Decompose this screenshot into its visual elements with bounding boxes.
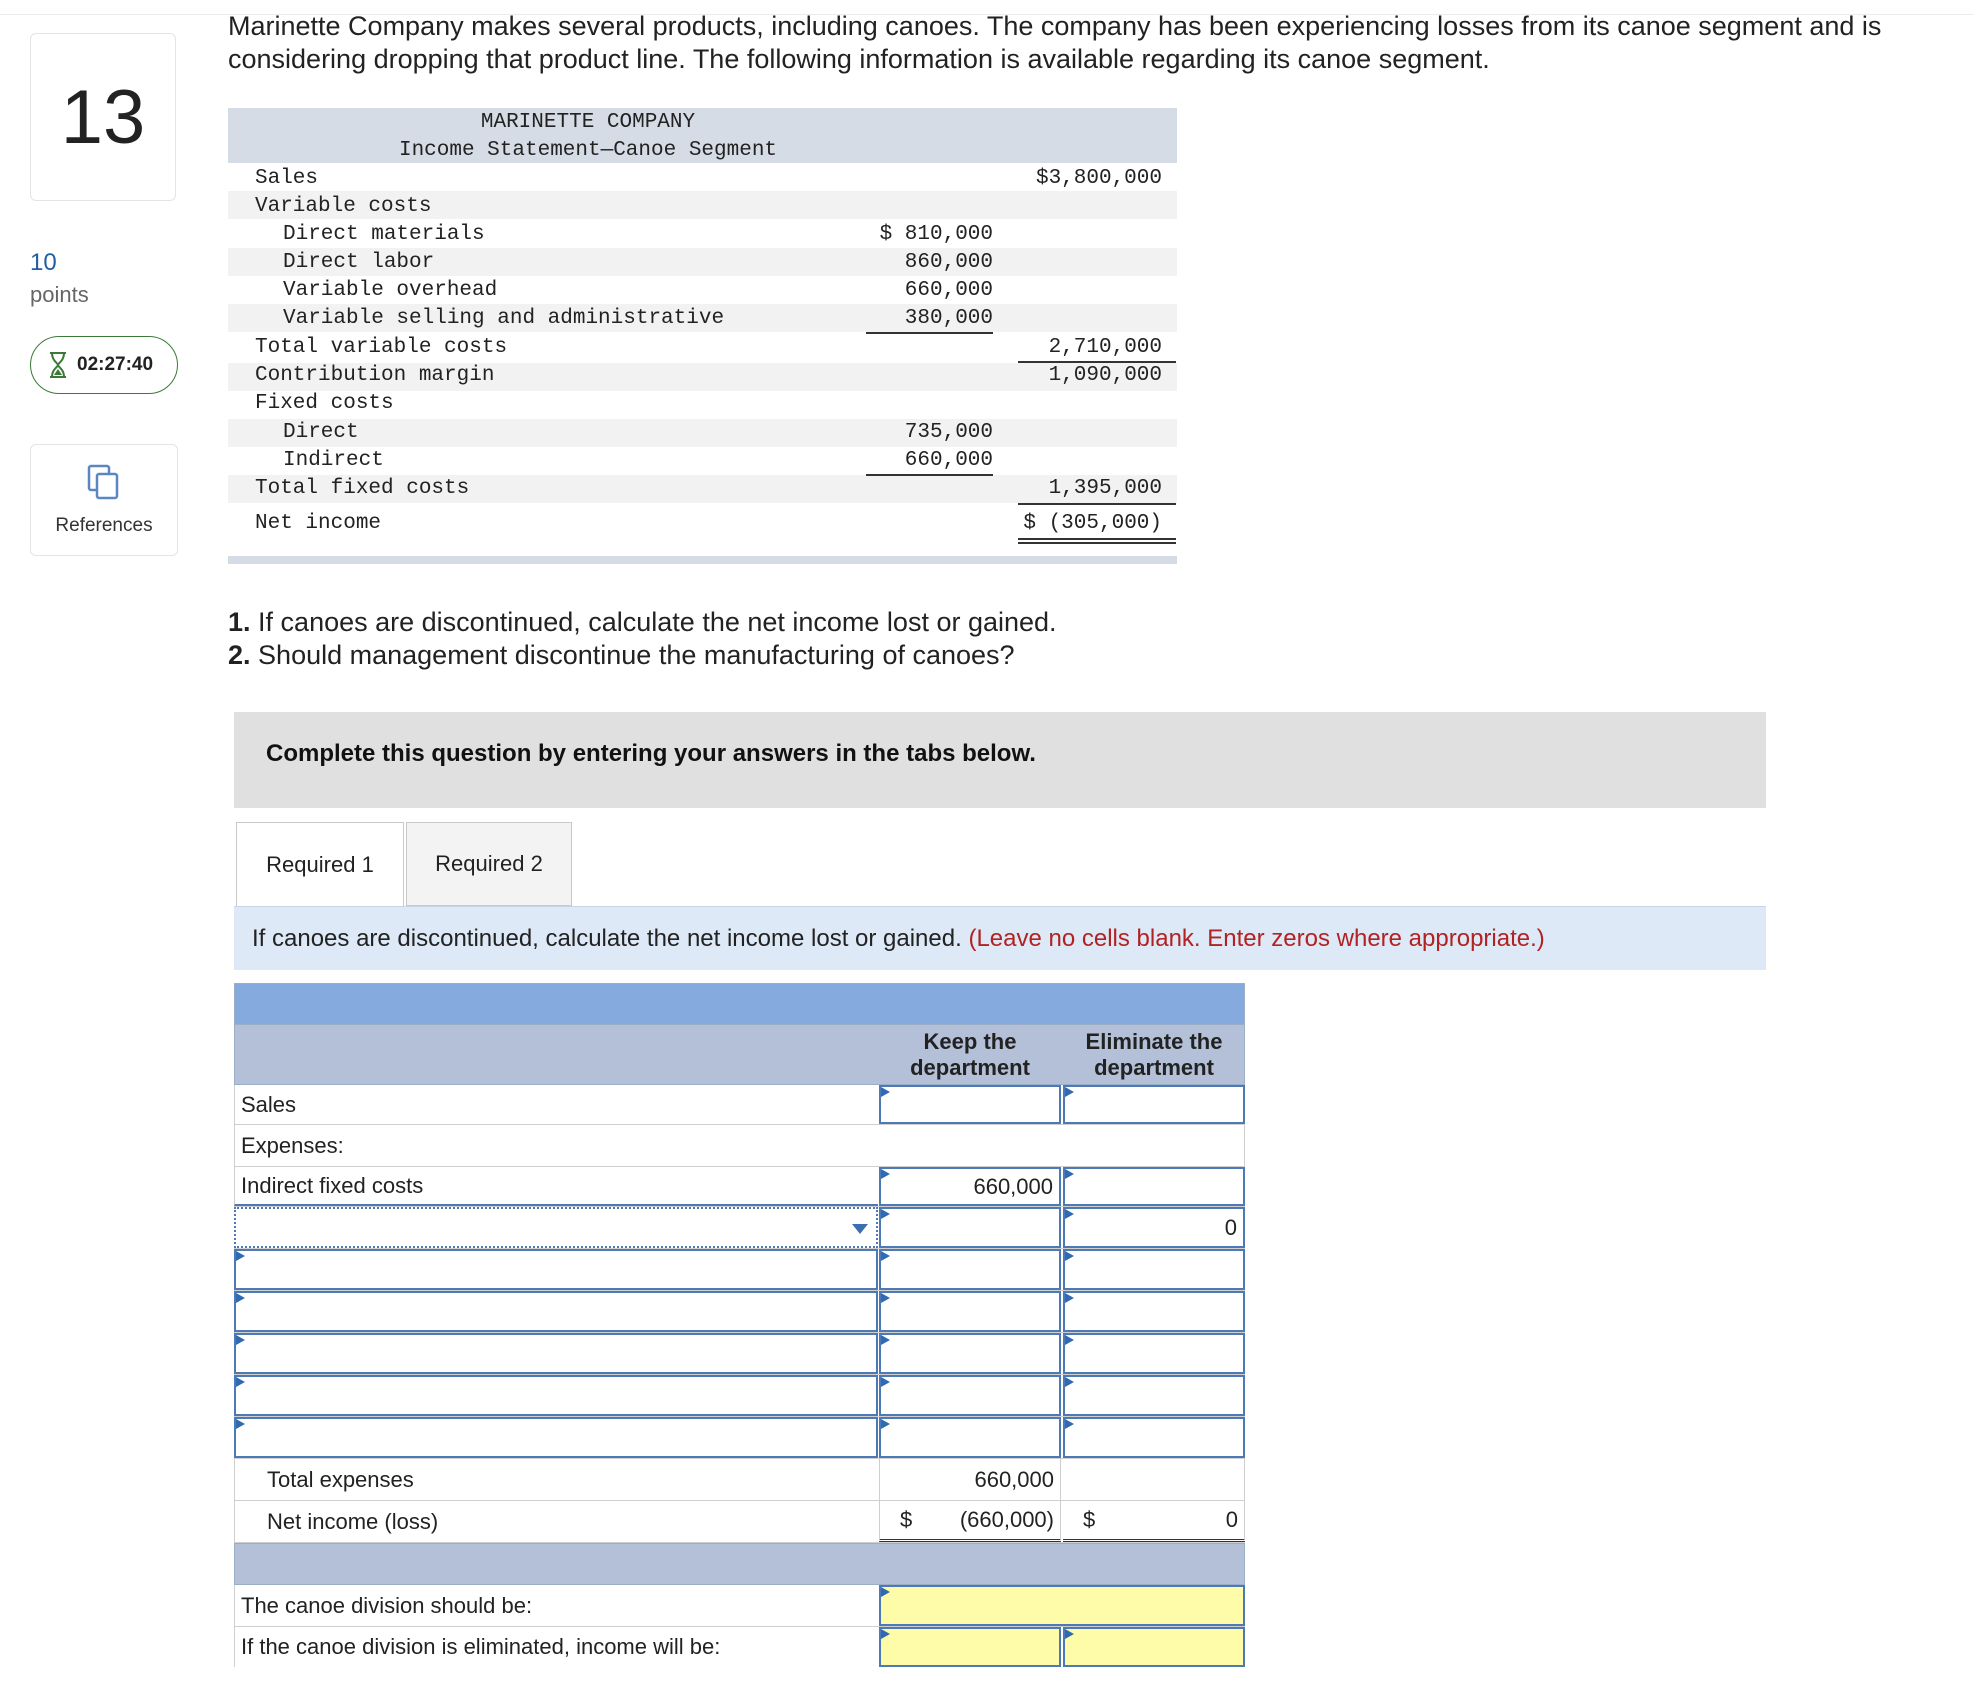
dropdown-keep-input[interactable] [879,1207,1061,1248]
row-should-be [234,1585,1245,1627]
stmt-direct-labor-value: 860,000 [904,251,993,274]
answer-banner: Complete this question by entering your answers in the tabs below. [234,712,1766,808]
statement-footer [228,556,1177,564]
blank-eliminate-input-4[interactable] [1063,1375,1245,1416]
statement-title: Income Statement—Canoe Segment [398,139,778,162]
stmt-total-variable-label: Total variable costs [255,336,508,359]
currency-symbol: $ [1083,1507,1096,1532]
row-blank-1 [234,1249,1245,1291]
chevron-down-icon [852,1224,868,1234]
row-sales [234,1085,1245,1125]
expense-account-dropdown[interactable] [234,1207,878,1248]
income-statement [228,108,1177,566]
net-income-keep-value: (660,000) [959,1507,1054,1532]
blank-label-input-1[interactable] [234,1249,878,1290]
tab-required-2[interactable]: Required 2 [406,822,572,906]
row-income-will-be [234,1627,1245,1667]
requirements-list [228,606,1057,672]
timer-text: 02:27:40 [77,354,154,375]
question-number: 13 [60,74,146,160]
row-indirect-fixed-label: Indirect fixed costs [234,1167,878,1206]
row-total-expenses-label: Total expenses [234,1459,878,1500]
stmt-sales-label: Sales [255,167,319,190]
stmt-variable-costs-label: Variable costs [255,195,432,218]
blank-label-input-3[interactable] [234,1333,878,1374]
row-expenses-label: Expenses: [234,1125,1245,1166]
statement-company: MARINETTE COMPANY [480,111,696,134]
total-expenses-keep: 660,000 [879,1459,1061,1500]
stmt-net-income-label: Net income [255,512,382,535]
stmt-direct-materials-label: Direct materials [283,223,485,246]
income-change-amount-input[interactable] [1063,1627,1245,1667]
indirect-eliminate-input[interactable] [1063,1167,1245,1206]
stmt-variable-sga-value: 380,000 [904,307,993,330]
requirement-2: 2. Should management discontinue the manufacturing of canoes? [228,640,1015,670]
grid-header-band [234,983,1245,1025]
row-blank-3 [234,1333,1245,1375]
row-net-income-label: Net income (loss) [234,1501,878,1542]
blank-keep-input-2[interactable] [879,1291,1061,1332]
points-value: 10 [30,249,57,276]
net-income-keep [879,1501,1061,1542]
stmt-direct-labor-label: Direct labor [283,251,435,274]
row-income-will-be-label: If the canoe division is eliminated, income will be: [234,1627,878,1667]
stmt-total-variable-value: 2,710,000 [1048,336,1162,359]
row-total-expenses [234,1459,1245,1501]
dropdown-eliminate-input[interactable]: 0 [1063,1207,1245,1248]
question-number-card [30,33,176,201]
stmt-total-fixed-label: Total fixed costs [255,477,470,500]
stmt-contribution-margin-value: 1,090,000 [1048,364,1162,387]
stmt-contribution-margin-label: Contribution margin [255,364,495,387]
blank-keep-input-5[interactable] [879,1417,1061,1458]
tab-required-1[interactable]: Required 1 [236,822,404,906]
blank-keep-input-3[interactable] [879,1333,1061,1374]
requirement-1: 1. If canoes are discontinued, calculate the net income lost or gained. [228,607,1057,637]
stmt-direct-fixed-value: 735,000 [904,421,993,444]
blank-keep-input-4[interactable] [879,1375,1061,1416]
stmt-indirect-fixed-value: 660,000 [904,449,993,472]
hourglass-icon [47,351,69,379]
blank-eliminate-input-2[interactable] [1063,1291,1245,1332]
grid-separator-band [234,1543,1245,1585]
row-should-be-label: The canoe division should be: [234,1585,878,1626]
total-expenses-eliminate [1063,1459,1245,1500]
net-income-eliminate-value: 0 [1225,1507,1238,1532]
currency-symbol: $ [900,1507,913,1532]
problem-intro: Marinette Company makes several products, including canoes. The company has been experiencing losses from its canoe segment and is considering dropping that product line. The following information is available regarding its canoe segment. [228,11,1882,74]
instruction-bar [234,906,1766,970]
stmt-direct-fixed-label: Direct [283,421,359,444]
row-dropdown [234,1207,1245,1249]
row-expenses [234,1125,1245,1167]
sales-keep-input[interactable] [879,1085,1061,1124]
blank-eliminate-input-3[interactable] [1063,1333,1245,1374]
row-net-income [234,1501,1245,1543]
indirect-keep-input[interactable]: 660,000 [879,1167,1061,1206]
row-blank-5 [234,1417,1245,1459]
points-label: points [30,282,89,307]
blank-label-input-5[interactable] [234,1417,878,1458]
income-change-direction-select[interactable] [879,1627,1061,1667]
references-button[interactable] [30,444,178,556]
stmt-total-fixed-value: 1,395,000 [1048,477,1162,500]
row-blank-4 [234,1375,1245,1417]
col-keep-department: Keep the department [910,1029,1030,1080]
row-blank-2 [234,1291,1245,1333]
sales-eliminate-input[interactable] [1063,1085,1245,1124]
division-decision-select[interactable] [879,1585,1245,1626]
stmt-indirect-fixed-label: Indirect [283,449,384,472]
net-income-eliminate [1063,1501,1245,1542]
stmt-direct-materials-value: $ 810,000 [879,223,993,246]
timer-badge [30,336,178,394]
stmt-variable-sga-label: Variable selling and administrative [283,307,725,330]
row-indirect-fixed [234,1167,1245,1207]
stmt-fixed-costs-label: Fixed costs [255,392,394,415]
col-eliminate-department: Eliminate the department [1085,1029,1223,1080]
blank-label-input-2[interactable] [234,1291,878,1332]
row-sales-label: Sales [234,1085,878,1124]
stmt-net-income-value: $ (305,000) [1023,512,1162,535]
instruction-note: (Leave no cells blank. Enter zeros where appropriate.) [968,925,1545,952]
blank-eliminate-input-5[interactable] [1063,1417,1245,1458]
blank-label-input-4[interactable] [234,1375,878,1416]
blank-keep-input-1[interactable] [879,1249,1061,1290]
instruction-text: If canoes are discontinued, calculate the net income lost or gained. [252,925,962,952]
references-label: References [55,514,153,536]
stmt-sales-value: $3,800,000 [1035,167,1162,190]
stmt-variable-overhead-label: Variable overhead [283,279,498,302]
stmt-variable-overhead-value: 660,000 [904,279,993,302]
references-icon [87,464,121,505]
blank-eliminate-input-1[interactable] [1063,1249,1245,1290]
